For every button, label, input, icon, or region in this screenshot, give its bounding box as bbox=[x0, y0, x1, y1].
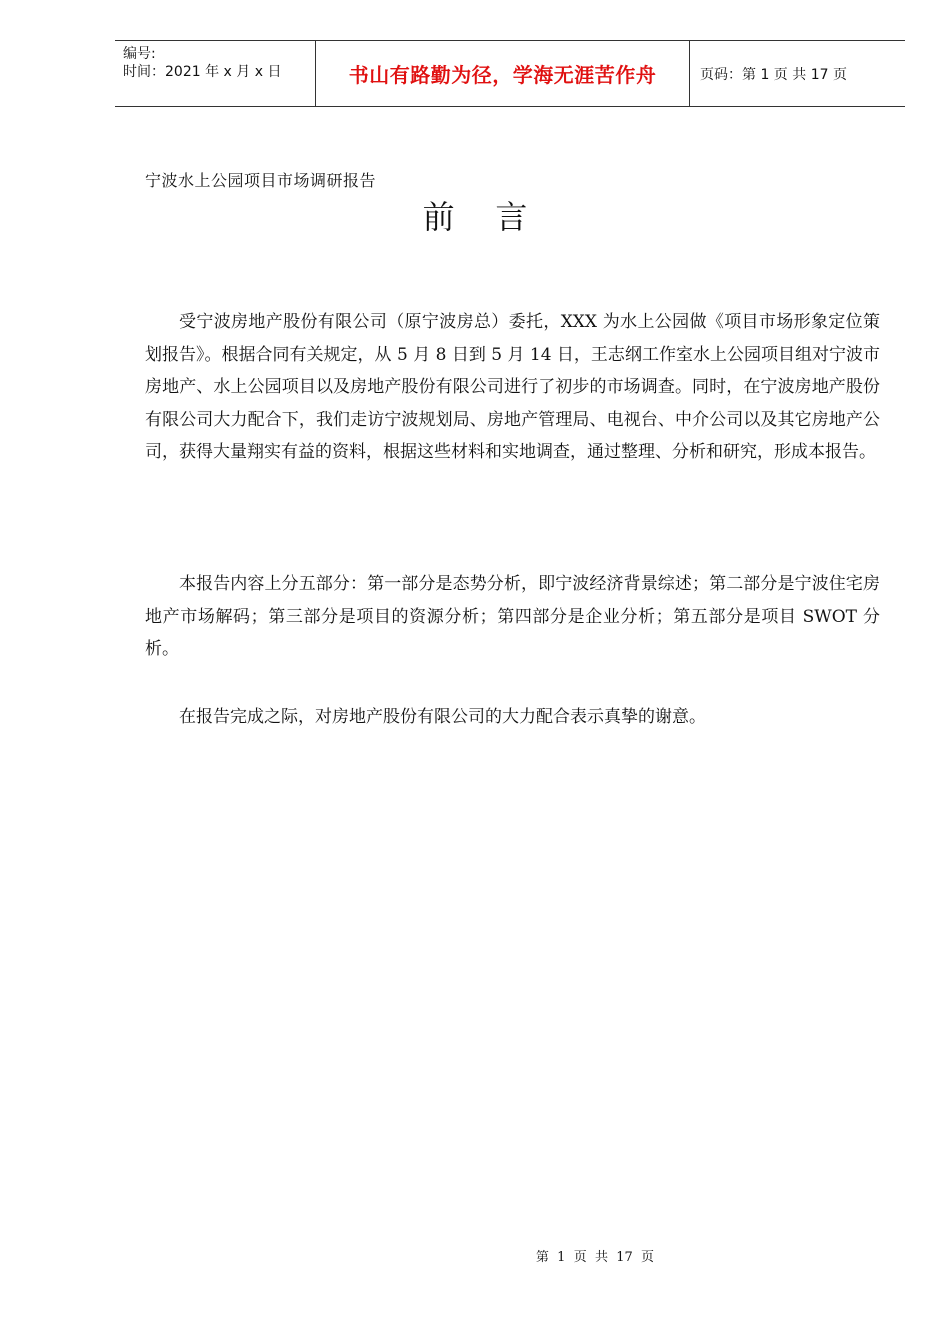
paragraph-2: 本报告内容上分五部分：第一部分是态势分析，即宁波经济背景综述；第二部分是宁波住宅房地产市场解码；第三部分是项目的资源分析；第四部分是企业分析；第五部分是项目 SWOT 分析。 bbox=[145, 574, 880, 659]
serial-number-label: 编号: bbox=[123, 46, 156, 62]
date-label: 时间：2021 年 x 月 x 日 bbox=[123, 64, 282, 80]
paragraph-1: 受宁波房地产股份有限公司（原宁波房总）委托，XXX 为水上公园做《项目市场形象定位策划报告》。根据合同有关规定，从 5 月 8 日到 5 月 14 日，王志纲工作室水上公园项目组对宁波市房地产、水上公园项目以及房地产股份有限公司进行了初步的市场调查。同时，在宁波房地产股份有限公司大力配合下，我们走访宁波规划局、房地产管理局、电视台、中介公司以及其它房地产公司，获得大量翔实有益的资料，根据这些材料和实地调查，通过整理、分析和研究，形成本报告。 bbox=[145, 312, 880, 462]
document-title: 前 言 bbox=[422, 198, 528, 236]
document-subtitle: 宁波水上公园项目市场调研报告 bbox=[145, 171, 377, 190]
page-footer: 第 1 页 共 17 页 bbox=[535, 1250, 655, 1265]
header-motto: 书山有路勤为径，学海无涯苦作舟 bbox=[348, 63, 657, 87]
header-motto-cell bbox=[316, 41, 690, 106]
paragraph-3: 在报告完成之际，对房地产股份有限公司的大力配合表示真挚的谢意。 bbox=[179, 707, 706, 727]
header-page-info: 页码：第 1 页 共 17 页 bbox=[700, 66, 847, 83]
header-meta-cell bbox=[115, 41, 316, 106]
page-header bbox=[115, 40, 905, 107]
header-page-cell bbox=[690, 41, 905, 106]
